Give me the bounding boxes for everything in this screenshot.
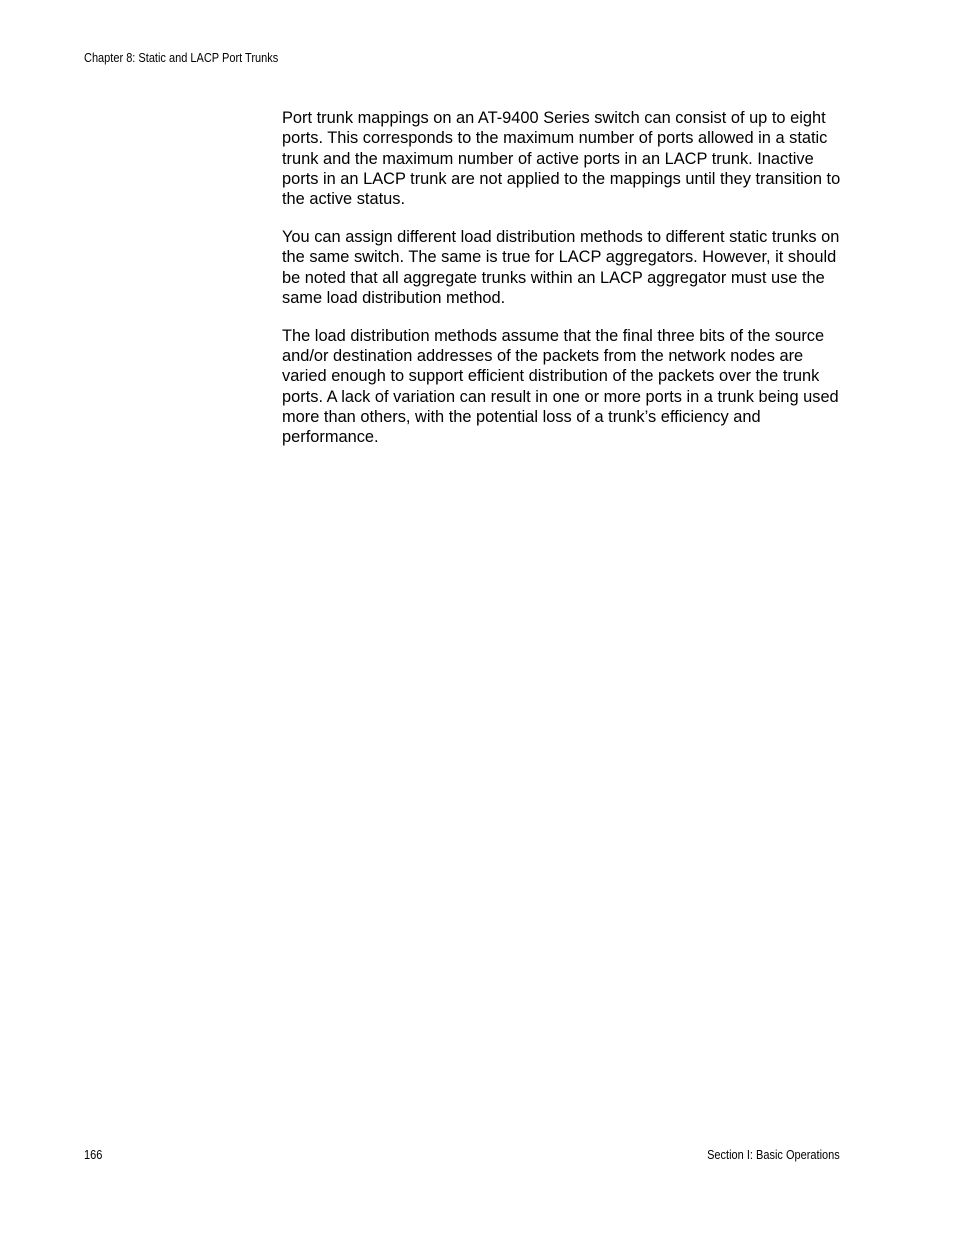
body-text <box>282 108 846 465</box>
footer-section-title: Section I: Basic Operations <box>707 1148 840 1162</box>
paragraph-load-distribution-assumptions: The load distribution methods assume that the final three bits of the source and/or destination addresses of the packets from the network nodes are varied enough to support efficient distribution of the packets over the trunk ports. A lack of variation can result in one or more ports in a trunk being used more than others, with the potential loss of a trunk’s efficiency and performance. <box>282 326 839 447</box>
paragraph-load-distribution-assignment: You can assign different load distribution methods to different static trunks on the same switch. The same is true for LACP aggregators. However, it should be noted that all aggregate trunks within an LACP aggregator must use the same load distribution method. <box>282 227 840 307</box>
running-header: Chapter 8: Static and LACP Port Trunks <box>84 51 279 65</box>
page-number: 166 <box>84 1148 103 1162</box>
paragraph-trunk-mappings: Port trunk mappings on an AT-9400 Series switch can consist of up to eight ports. This corresponds to the maximum number of ports allowed in a static trunk and the maximum number of active ports in an LACP trunk. Inactive ports in an LACP trunk are not applied to the mappings until they transition to the active status. <box>282 109 841 209</box>
